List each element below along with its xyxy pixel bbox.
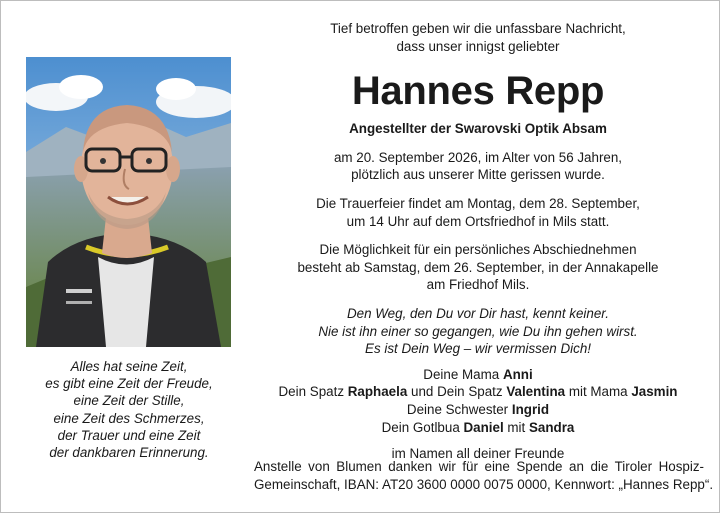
mourner-line bbox=[246, 366, 710, 384]
intro-line: dass unser innigst geliebter bbox=[396, 38, 560, 54]
poem-line: eine Zeit der Stille, bbox=[73, 393, 185, 409]
death-notice bbox=[246, 149, 710, 184]
mourner-relation: Dein Spatz bbox=[278, 384, 348, 400]
poem bbox=[20, 358, 238, 461]
quote bbox=[246, 305, 710, 358]
mourner-name: Ingrid bbox=[511, 401, 550, 417]
mourner-name: Jasmin bbox=[631, 384, 678, 400]
intro-line: Tief betroffen geben wir die unfassbare Nachricht, bbox=[330, 21, 626, 36]
mourner-relation: mit bbox=[503, 419, 529, 435]
donation-notice bbox=[254, 458, 714, 493]
mourner-relation: und Dein Spatz bbox=[407, 384, 507, 400]
poem-line: der dankbaren Erinnerung. bbox=[49, 445, 209, 461]
poem-line: Alles hat seine Zeit, bbox=[70, 359, 188, 374]
mourner-relation: Dein Gotlbua bbox=[381, 419, 464, 435]
mourner-line bbox=[246, 401, 710, 419]
quote-line: Den Weg, den Du vor Dir hast, kennt keiner. bbox=[347, 305, 609, 321]
mourner-line bbox=[246, 383, 710, 401]
mourner-name: Raphaela bbox=[347, 384, 408, 400]
mourner-relation: Deine Schwester bbox=[406, 401, 512, 417]
farewell-line: Die Möglichkeit für ein persönliches Abschiednehmen bbox=[319, 242, 637, 258]
mourner-line bbox=[246, 419, 710, 437]
funeral-notice bbox=[246, 195, 710, 230]
farewell-line: am Friedhof Mils. bbox=[426, 277, 530, 293]
donation-line: Anstelle von Blumen danken wir für eine Spende an die Tiroler Hospiz- bbox=[254, 459, 704, 474]
mourner-name: Anni bbox=[502, 366, 533, 382]
mourner-relation: Deine Mama bbox=[423, 366, 503, 382]
poem-line: es gibt eine Zeit der Freude, bbox=[45, 376, 213, 392]
funeral-line: um 14 Uhr auf dem Ortsfriedhof in Mils statt. bbox=[346, 213, 610, 229]
mourner-relation: mit Mama bbox=[565, 384, 632, 400]
death-line: am 20. September 2026, im Alter von 56 Jahren, bbox=[333, 149, 623, 165]
obituary-text bbox=[246, 20, 710, 463]
deceased-position: Angestellter der Swarovski Optik Absam bbox=[349, 121, 607, 137]
funeral-line: Die Trauerfeier findet am Montag, dem 28. September, bbox=[316, 195, 640, 211]
farewell-notice bbox=[246, 241, 710, 294]
friends-line: im Namen all deiner Freunde bbox=[391, 446, 565, 462]
portrait-illustration bbox=[26, 57, 231, 347]
poem-line: der Trauer und eine Zeit bbox=[57, 427, 201, 443]
donation-line: Gemeinschaft, IBAN: AT20 3600 0000 0075 0000, Kennwort: „Hannes Repp“. bbox=[254, 476, 714, 492]
mourners-list bbox=[246, 366, 710, 436]
death-line: plötzlich aus unserer Mitte gerissen wurde. bbox=[351, 167, 605, 183]
deceased-name: Hannes Repp bbox=[351, 69, 605, 114]
mourner-name: Valentina bbox=[506, 384, 566, 400]
mourner-name: Daniel bbox=[463, 419, 504, 435]
quote-line: Nie ist ihn einer so gegangen, wie Du ihn gehen wirst. bbox=[318, 323, 638, 339]
portrait-photo bbox=[26, 57, 231, 347]
mourner-name: Sandra bbox=[528, 419, 575, 435]
poem-line: eine Zeit des Schmerzes, bbox=[53, 410, 205, 426]
quote-line: Es ist Dein Weg – wir vermissen Dich! bbox=[365, 341, 591, 357]
farewell-line: besteht ab Samstag, dem 26. September, in der Annakapelle bbox=[297, 259, 659, 275]
